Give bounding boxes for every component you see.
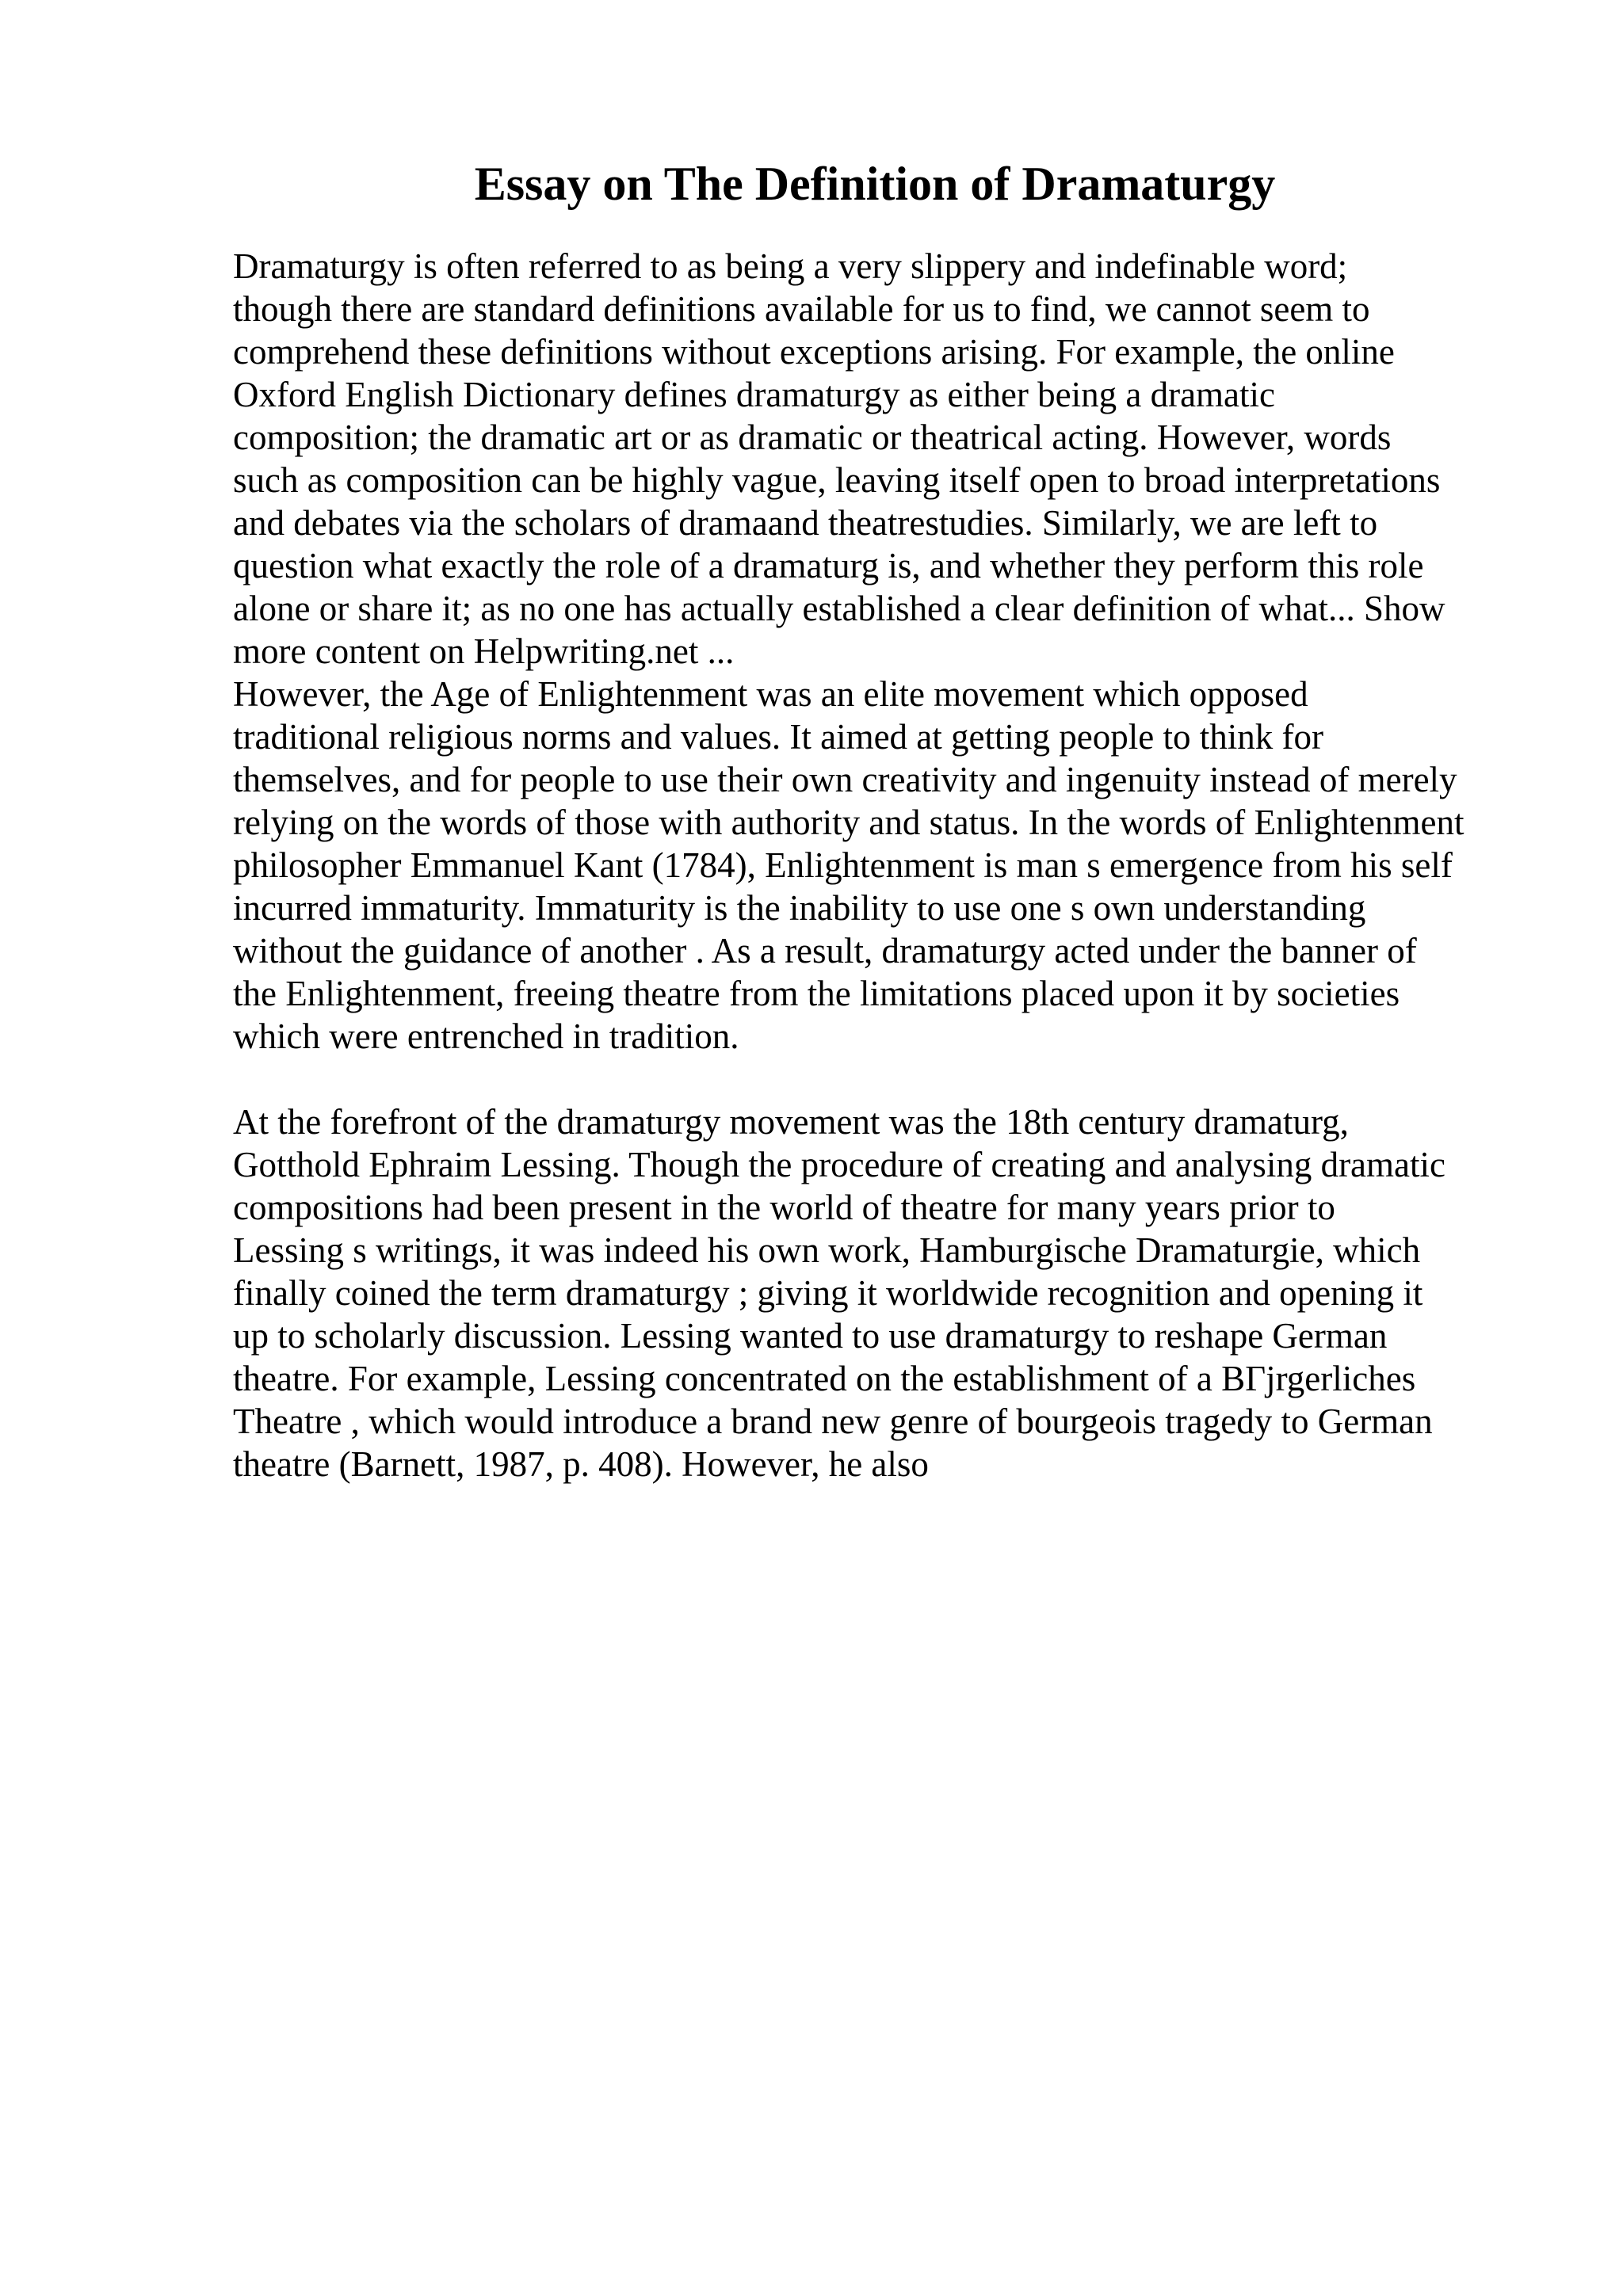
- text-line: Oxford English Dictionary defines dramaturgy as either being a dramatic: [233, 375, 1275, 414]
- text-line: Dramaturgy is often referred to as being a very slippery and indefinable word;: [233, 246, 1348, 286]
- text-line: themselves, and for people to use their own creativity and ingenuity instead of merely: [233, 760, 1457, 799]
- paragraph-1: [233, 245, 1596, 673]
- paragraph-2: [233, 673, 1596, 1058]
- paragraph-spacer: [233, 1058, 1596, 1100]
- text-line: relying on the words of those with authority and status. In the words of Enlightenment: [233, 803, 1465, 842]
- text-line: composition; the dramatic art or as dramatic or theatrical acting. However, words: [233, 418, 1392, 457]
- text-line: up to scholarly discussion. Lessing wanted to use dramaturgy to reshape German: [233, 1316, 1388, 1356]
- paragraph-3: [233, 1100, 1596, 1486]
- text-line: the Enlightenment, freeing theatre from the limitations placed upon it by societies: [233, 974, 1400, 1013]
- text-line: such as composition can be highly vague, leaving itself open to broad interpretations: [233, 460, 1441, 500]
- text-line: and debates via the scholars of dramaand theatrestudies. Similarly, we are left to: [233, 503, 1378, 543]
- text-line: Gotthold Ephraim Lessing. Though the procedure of creating and analysing dramatic: [233, 1145, 1445, 1184]
- text-line: alone or share it; as no one has actually established a clear definition of what... Show: [233, 589, 1445, 628]
- text-line: more content on Helpwriting.net ...: [233, 631, 735, 671]
- text-line: question what exactly the role of a dramaturg is, and whether they perform this role: [233, 546, 1424, 585]
- text-line: Theatre , which would introduce a brand new genre of bourgeois tragedy to German: [233, 1402, 1433, 1441]
- essay-body: [233, 245, 1596, 1486]
- text-line: Lessing s writings, it was indeed his own work, Hamburgische Dramaturgie, which: [233, 1230, 1421, 1270]
- text-line: comprehend these definitions without exceptions arising. For example, the online: [233, 332, 1395, 372]
- essay-title: Essay on The Definition of Dramaturgy: [474, 158, 1276, 210]
- text-line: without the guidance of another . As a result, dramaturgy acted under the banner of: [233, 931, 1417, 971]
- text-line: incurred immaturity. Immaturity is the inability to use one s own understanding: [233, 888, 1366, 928]
- text-line: though there are standard definitions available for us to find, we cannot seem to: [233, 289, 1370, 329]
- text-line: which were entrenched in tradition.: [233, 1016, 739, 1056]
- text-line: However, the Age of Enlightenment was an elite movement which opposed: [233, 674, 1308, 714]
- text-line: finally coined the term dramaturgy ; giving it worldwide recognition and opening it: [233, 1273, 1423, 1313]
- text-line: At the forefront of the dramaturgy movement was the 18th century dramaturg,: [233, 1102, 1349, 1142]
- text-line: philosopher Emmanuel Kant (1784), Enlightenment is man s emergence from his self: [233, 845, 1453, 885]
- text-line: traditional religious norms and values. It aimed at getting people to think for: [233, 717, 1323, 757]
- text-line: theatre. For example, Lessing concentrated on the establishment of a BΓjrgerliches: [233, 1359, 1416, 1398]
- text-line: theatre (Barnett, 1987, p. 408). However, he also: [233, 1444, 929, 1484]
- text-line: compositions had been present in the world of theatre for many years prior to: [233, 1188, 1335, 1227]
